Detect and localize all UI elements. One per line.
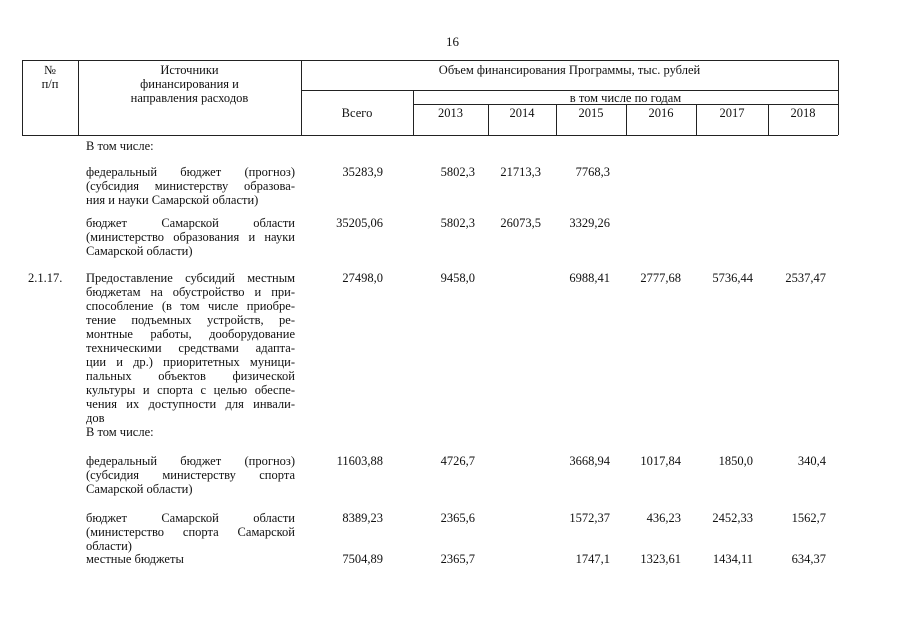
row-source-line: (министерство спорта Самарской bbox=[86, 525, 295, 539]
value-2015: 1747,1 bbox=[575, 552, 610, 566]
header-top-border bbox=[22, 60, 838, 61]
value-2013: 5802,3 bbox=[440, 216, 475, 230]
header-col-sources-line1: Источники bbox=[160, 63, 219, 77]
row-source-line: федеральный бюджет (прогноз) bbox=[86, 165, 295, 179]
value-2018: 1562,7 bbox=[791, 511, 826, 525]
header-col-no bbox=[22, 63, 78, 91]
row-source-line: В том числе: bbox=[86, 139, 154, 153]
row-source-text bbox=[86, 552, 295, 566]
value-2015: 6988,41 bbox=[569, 271, 610, 285]
value-total: 27498,0 bbox=[342, 271, 383, 285]
value-2015: 1572,37 bbox=[569, 511, 610, 525]
header-col-sources-line3: направления расходов bbox=[130, 91, 249, 105]
header-col-volume: Объем финансирования Программы, тыс. рублей bbox=[438, 63, 701, 77]
row-source-line: (субсидия министерству образова- bbox=[86, 179, 295, 193]
value-total: 35205,06 bbox=[336, 216, 383, 230]
row-source-line: монтные работы, дооборудование bbox=[86, 327, 295, 341]
value-total: 7504,89 bbox=[342, 552, 383, 566]
header-col-no-line2: п/п bbox=[41, 77, 59, 91]
row-source-line: Самарской области) bbox=[86, 482, 193, 496]
header-right-border bbox=[838, 60, 839, 135]
row-source-line: местные бюджеты bbox=[86, 552, 184, 566]
row-source-line: бюджет Самарской области bbox=[86, 216, 295, 230]
header-year-2017: 2017 bbox=[719, 106, 745, 120]
row-source-line: Самарской области) bbox=[86, 244, 193, 258]
header-col-total: Всего bbox=[341, 106, 373, 120]
value-2017: 5736,44 bbox=[712, 271, 753, 285]
value-2013: 5802,3 bbox=[440, 165, 475, 179]
row-source-text bbox=[86, 139, 295, 153]
value-2016: 1323,61 bbox=[640, 552, 681, 566]
header-col-sources-line2: финансирования и bbox=[140, 77, 239, 91]
row-source-line: В том числе: bbox=[86, 425, 154, 439]
row-source-line: дов bbox=[86, 411, 105, 425]
value-2016: 1017,84 bbox=[640, 454, 681, 468]
value-2018: 634,37 bbox=[791, 552, 826, 566]
value-2014: 26073,5 bbox=[500, 216, 541, 230]
value-2013: 4726,7 bbox=[440, 454, 475, 468]
page-number: 16 bbox=[446, 34, 459, 49]
row-source-text bbox=[86, 454, 295, 496]
row-source-line: (министерство образования и науки bbox=[86, 230, 295, 244]
row-source-line: (субсидия министерству спорта bbox=[86, 468, 295, 482]
value-2017: 2452,33 bbox=[712, 511, 753, 525]
header-year-2014: 2014 bbox=[509, 106, 535, 120]
header-year-2013: 2013 bbox=[438, 106, 463, 120]
row-source-line: бюджетам на обустройство и при- bbox=[86, 285, 295, 299]
header-col-no-line1: № bbox=[44, 63, 56, 77]
header-year-2018: 2018 bbox=[790, 106, 816, 120]
value-2015: 3668,94 bbox=[569, 454, 610, 468]
value-total: 8389,23 bbox=[342, 511, 383, 525]
value-2013: 2365,7 bbox=[440, 552, 475, 566]
row-source-line: способление (в том числе приобре- bbox=[86, 299, 295, 313]
row-source-text bbox=[86, 511, 295, 553]
value-2016: 2777,68 bbox=[640, 271, 681, 285]
header-bottom-border bbox=[22, 135, 838, 136]
row-source-text bbox=[86, 216, 295, 258]
header-year-2015: 2015 bbox=[578, 106, 604, 120]
header-col-sources bbox=[78, 63, 301, 105]
value-total: 35283,9 bbox=[342, 165, 383, 179]
value-2014: 21713,3 bbox=[500, 165, 541, 179]
row-source-line: ния и науки Самарской области) bbox=[86, 193, 259, 207]
row-source-line: культуры и спорта с целью обеспе- bbox=[86, 383, 295, 397]
value-2013: 2365,6 bbox=[440, 511, 475, 525]
value-2017: 1850,0 bbox=[718, 454, 753, 468]
row-source-line: пальных объектов физической bbox=[86, 369, 295, 383]
header-year-2016: 2016 bbox=[648, 106, 674, 120]
value-2013: 9458,0 bbox=[440, 271, 475, 285]
value-2018: 2537,47 bbox=[785, 271, 826, 285]
value-2015: 3329,26 bbox=[569, 216, 610, 230]
row-source-line: федеральный бюджет (прогноз) bbox=[86, 454, 295, 468]
header-col-by-years: в том числе по годам bbox=[569, 91, 682, 105]
row-source-line: бюджет Самарской области bbox=[86, 511, 295, 525]
value-2017: 1434,11 bbox=[712, 552, 753, 566]
row-number: 2.1.17. bbox=[28, 271, 63, 285]
row-source-line: ции и др.) приоритетных муници- bbox=[86, 355, 295, 369]
value-2018: 340,4 bbox=[797, 454, 826, 468]
value-2015: 7768,3 bbox=[575, 165, 610, 179]
value-total: 11603,88 bbox=[336, 454, 383, 468]
row-source-line: чения их доступности для инвали- bbox=[86, 397, 295, 411]
row-source-text bbox=[86, 165, 295, 207]
row-source-line: Предоставление субсидий местным bbox=[86, 271, 295, 285]
value-2016: 436,23 bbox=[646, 511, 681, 525]
row-source-line: техническими средствами адапта- bbox=[86, 341, 295, 355]
row-source-text bbox=[86, 271, 295, 439]
row-source-line: области) bbox=[86, 539, 132, 553]
row-source-line: тение подъемных устройств, ре- bbox=[86, 313, 295, 327]
